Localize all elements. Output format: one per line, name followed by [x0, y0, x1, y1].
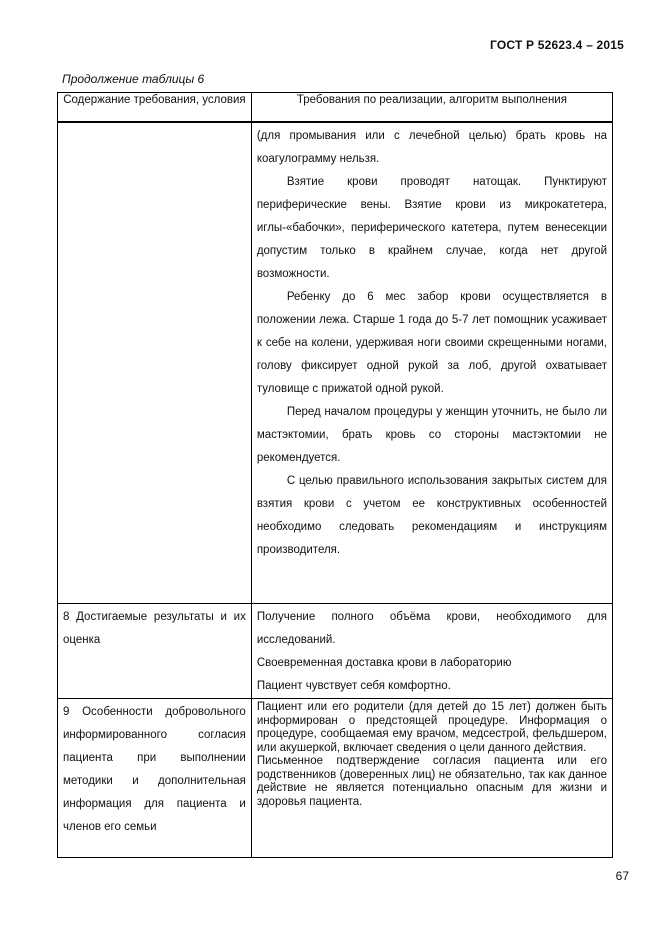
- algorithm-paragraph: Пациент или его родители (для детей до 15 лет) должен быть информирован о предстоящей процедуре. Информация о процедуре, сообщаемая ему врачом, медсестрой, фельдшером, или акушеркой, включает сведения о цели данного действия.: [256, 701, 607, 754]
- table-continuation-label: Продолжение таблицы 6: [62, 72, 205, 86]
- algorithm-paragraph: Ребенку до 6 мес забор крови осуществляется в положении лежа. Старше 1 года до 5-7 лет помощник усаживает к себе на колени, удерживая ноги своими скрещенными ногами, голову фиксирует одной рукой за лоб, другой охватывает туловище с прижатой одной рукой.: [256, 291, 607, 395]
- row-condition-cell: [58, 699, 252, 858]
- table-row: [58, 699, 613, 858]
- column-header-requirement: Содержание требования, условия: [58, 93, 252, 123]
- algorithm-paragraph: Своевременная доставка крови в лабораторию: [256, 657, 512, 669]
- row-condition-text: 9 Особенности добровольного информированного согласия пациента при выполнении методики и дополнительная информация для пациента и членов его семьи: [63, 706, 246, 833]
- algorithm-paragraph: С целью правильного использования закрытых систем для взятия крови с учетом ее конструктивных особенностей необходимо следовать рекомендациям и инструкциям производителя.: [256, 475, 607, 556]
- page-number: 67: [615, 869, 629, 883]
- algorithm-paragraph: Письменное подтверждение согласия пациента или его родственников (доверенных лиц) не обязательно, так как данное действие не является потенциально опасным для жизни и здоровья пациента.: [256, 755, 607, 808]
- column-header-implementation: Требования по реализации, алгоритм выполнения: [251, 93, 612, 123]
- algorithm-paragraph: Получение полного объёма крови, необходимого для исследований.: [256, 611, 607, 646]
- requirements-table: [57, 92, 613, 858]
- algorithm-paragraph: (для промывания или с лечебной целью) брать кровь на коагулограмму нельзя.: [256, 130, 607, 165]
- algorithm-paragraph: Пациент чувствует себя комфортно.: [256, 680, 451, 692]
- row-algorithm-cell: [251, 122, 612, 604]
- standard-code: ГОСТ Р 52623.4 – 2015: [490, 38, 624, 52]
- table-row: [58, 604, 613, 699]
- row-condition-cell: [58, 604, 252, 699]
- row-algorithm-cell: [251, 604, 612, 699]
- row-condition-text: 8 Достигаемые результаты и их оценка: [63, 611, 246, 646]
- algorithm-paragraph: Взятие крови проводят натощак. Пунктируют периферические вены. Взятие крови из микрокатетера, иглы-«бабочки», периферического катетера, путем венесекции допустим только в крайнем случае, когда нет другой возможности.: [256, 176, 607, 280]
- row-condition-cell: [58, 122, 252, 604]
- table-header-row: [58, 93, 613, 123]
- table-row: [58, 122, 613, 604]
- row-algorithm-cell: [251, 699, 612, 858]
- algorithm-paragraph: Перед началом процедуры у женщин уточнить, не было ли мастэктомии, брать кровь со стороны мастэктомии не рекомендуется.: [256, 406, 607, 464]
